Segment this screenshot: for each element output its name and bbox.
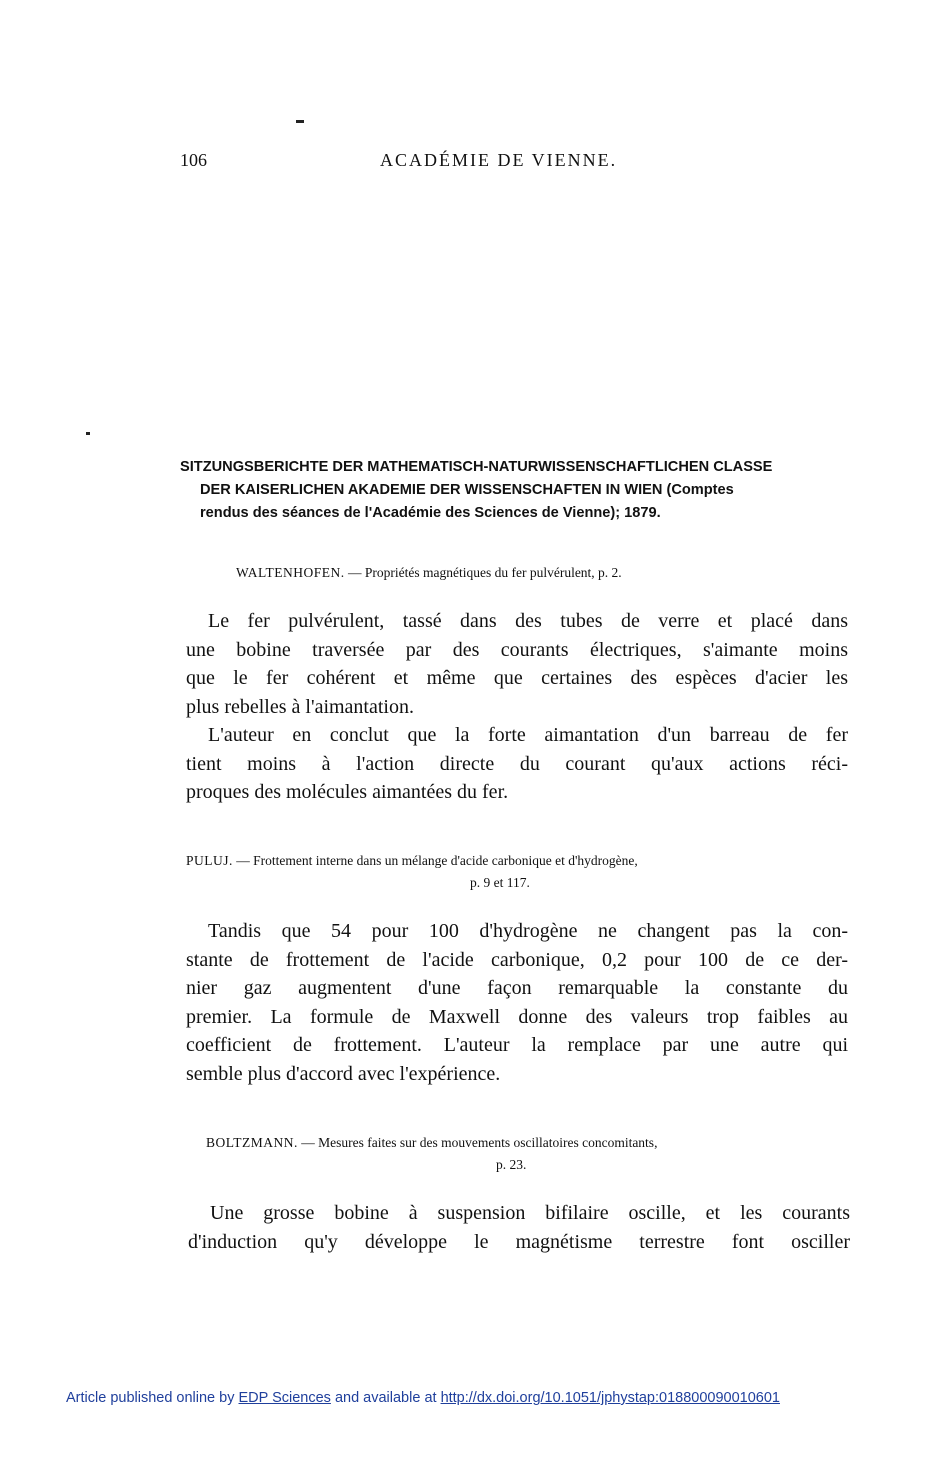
- text-line: une bobine traversée par des courants électriques, s'aimante moins: [186, 638, 848, 661]
- ink-speck: [296, 120, 304, 123]
- paragraph: [186, 607, 848, 721]
- text-line: proques des molécules aimantées du fer.: [186, 781, 509, 803]
- text-line: tient moins à l'action directe du courant qu'aux actions réci-: [186, 752, 848, 775]
- footer-prefix: Article published online by: [66, 1390, 235, 1406]
- publication-footer: [66, 1390, 780, 1406]
- journal-title-line: DER KAISERLICHEN AKADEMIE DER WISSENSCHAFTEN IN WIEN (Comptes: [200, 482, 734, 498]
- entry-title: — Propriétés magnétiques du fer pulvérulent, p. 2.: [348, 565, 622, 580]
- text-line: nier gaz augmentent d'une façon remarquable la constante du: [186, 977, 848, 999]
- text-line: premier. La formule de Maxwell donne des valeurs trop faibles au: [186, 1005, 848, 1028]
- publisher-link[interactable]: EDP Sciences: [238, 1390, 331, 1406]
- entry-author: PULUJ.: [186, 853, 233, 868]
- text-line: Une grosse bobine à suspension bifilaire oscille, et les courants: [210, 1202, 850, 1224]
- entry-title-pages: p. 23.: [496, 1157, 527, 1172]
- text-line: stante de frottement de l'acide carbonique, 0,2 pour 100 de ce der-: [186, 948, 848, 971]
- paragraph: [186, 917, 848, 1088]
- entry-title: — Mesures faites sur des mouvements oscillatoires concomitants,: [301, 1135, 658, 1150]
- text-line: semble plus d'accord avec l'expérience.: [186, 1062, 501, 1085]
- entry-heading: [236, 562, 622, 584]
- entry-heading-continuation: [470, 872, 530, 894]
- ink-speck: [86, 432, 90, 435]
- journal-title-line: SITZUNGSBERICHTE DER MATHEMATISCH-NATURWISSENSCHAFTLICHEN CLASSE: [180, 459, 773, 475]
- paragraph: [188, 1199, 850, 1256]
- entry-author: WALTENHOFEN.: [236, 565, 345, 580]
- page-number: 106: [180, 150, 207, 170]
- text-line: Le fer pulvérulent, tassé dans des tubes de verre et placé dans: [208, 610, 848, 632]
- entry-heading-continuation: [496, 1154, 526, 1176]
- text-line: coefficient de frottement. L'auteur la remplace par une autre qui: [186, 1034, 848, 1056]
- entry-title-pages: p. 9 et 117.: [470, 875, 530, 890]
- text-line: L'auteur en conclut que la forte aimantation d'un barreau de fer: [208, 724, 848, 746]
- text-line: d'induction qu'y développe le magnétisme terrestre font osciller: [188, 1230, 850, 1253]
- text-line: plus rebelles à l'aimantation.: [186, 695, 414, 718]
- entry-title: — Frottement interne dans un mélange d'acide carbonique et d'hydrogène,: [236, 853, 638, 868]
- entry-heading: [186, 850, 638, 872]
- journal-title-line: rendus des séances de l'Académie des Sciences de Vienne); 1879.: [200, 505, 661, 521]
- journal-title: [180, 456, 848, 525]
- entry-author: BOLTZMANN.: [206, 1135, 298, 1150]
- text-line: que le fer cohérent et même que certaines des espèces d'acier les: [186, 667, 848, 689]
- paragraph: [186, 721, 848, 807]
- doi-link[interactable]: http://dx.doi.org/10.1051/jphystap:018800090010601: [440, 1390, 780, 1406]
- text-line: Tandis que 54 pour 100 d'hydrogène ne changent pas la con-: [208, 920, 848, 942]
- running-head: ACADÉMIE DE VIENNE.: [380, 150, 618, 170]
- footer-middle: and available at: [334, 1390, 437, 1406]
- entry-heading: [206, 1132, 657, 1154]
